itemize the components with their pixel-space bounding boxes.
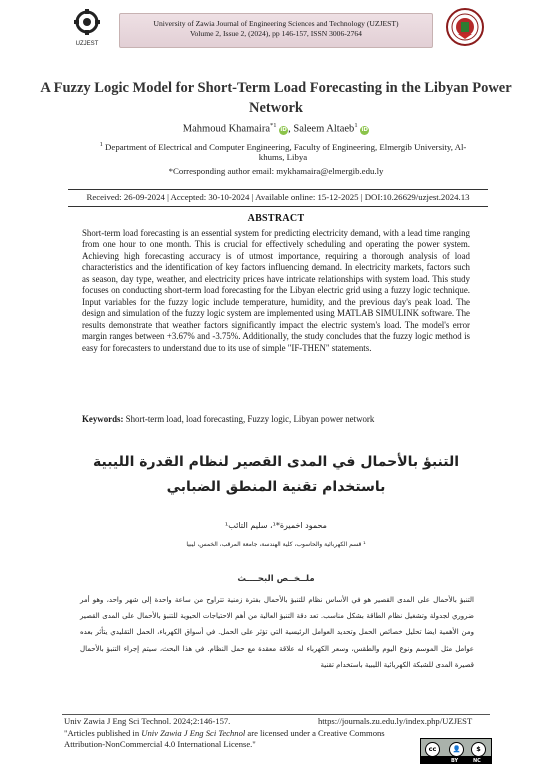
orcid-icon[interactable]: iD: [280, 126, 287, 133]
affiliation-text: Department of Electrical and Computer Engineering, Faculty of Engineering, Elmergib University, Al-khums, Libya: [102, 141, 467, 163]
arabic-affiliation: ¹ قسم الكهربائية والحاسوب، كلية الهندسة، جامعة المرقب، الخمس، ليبيا: [186, 541, 366, 548]
footer-divider: [62, 714, 490, 715]
arabic-title: التنبؤ بالأحمال في المدى القصير لنظام القدرة الليبية باستخدام تقنية المنطق الضبابي: [92, 454, 460, 495]
nc-icon: $: [471, 742, 486, 757]
author-mark: *1: [269, 122, 277, 129]
arabic-abstract-heading: ملــخــص البحــــث: [237, 574, 315, 584]
corresponding-author: *Corresponding author email: mykhamaira@elmergib.edu.ly: [168, 166, 384, 176]
footer-citation: Univ Zawia J Eng Sci Technol. 2024;2:146-157.: [64, 716, 231, 726]
journal-name: University of Zawia Journal of Engineering Sciences and Technology (UZJEST): [153, 19, 399, 28]
footer-url-link[interactable]: https://journals.zu.edu.ly/index.php/UZJEST: [318, 716, 473, 726]
keywords-text: Short-term load, load forecasting, Fuzzy logic, Libyan power network: [125, 414, 375, 424]
by-label: BY: [451, 758, 459, 764]
keywords-label: Keywords:: [82, 414, 126, 424]
affiliation-mark: 1: [99, 141, 103, 148]
license-text: [64, 728, 424, 749]
author-name: Mahmoud Khamaira: [182, 123, 270, 135]
by-icon: 👤: [449, 742, 464, 757]
author-line: [0, 122, 552, 135]
university-seal: [446, 8, 484, 46]
arabic-authors: محمود اخميرة*¹، سليم التائب¹: [225, 521, 327, 530]
cc-license-badge[interactable]: [420, 738, 492, 764]
license-suffix: are licensed under a Creative Commons Attribution-NonCommercial 4.0 International License.": [64, 728, 385, 749]
divider: [68, 189, 488, 190]
journal-info-box: [119, 13, 433, 48]
svg-text:UZJEST: UZJEST: [75, 41, 99, 47]
author-mark: 1: [354, 122, 358, 129]
publication-dates: Received: 26-09-2024 | Accepted: 30-10-2024 | Available online: 15-12-2025 | DOI:10.26629/uzjest.2024.13: [86, 192, 470, 202]
author-name: Saleem Altaeb: [293, 123, 355, 135]
journal-volume: Volume 2, Issue 2, (2024), pp 146-157, ISSN 3006-2764: [190, 29, 362, 38]
arabic-abstract-text: التنبؤ بالأحمال على المدى القصير هو في الأساس نظام للتنبؤ بالأحمال بفترة زمنية تتراوح من ساعة واحدة إلى شهر واحد، وهو أمر ضروري لجدولة وتشغيل نظام الطاقة بشكل مناسب. تعد دقة التنبؤ العالية من أهم الاحتياجات الحيوية للتنبؤ بالأحمال على المدى القصير ومن الأهمية ايضا تحليل خصائص الحمل وتحديد العوامل الرئيسية التي تؤثر على الحمل. في أسواق الكهرباء، الحمل التقليدي يتأثر بعده عوامل مثل الموسم ونوع اليوم والطقس، وسعر الكهرباء له علاقة معقدة مع حمل النظام. في هذا البحث، سيتم إجراء التنبؤ بالأحمال قصيرة المدى للشبكة الكهربائية الليبية باستخدام تقنية: [80, 596, 474, 669]
nc-label: NC: [473, 758, 481, 764]
license-prefix: "Articles published in: [64, 728, 142, 738]
divider: [68, 206, 488, 207]
orcid-icon[interactable]: iD: [361, 126, 368, 133]
paper-title: A Fuzzy Logic Model for Short-Term Load Forecasting in the Libyan Power Network: [40, 80, 512, 116]
abstract-heading: ABSTRACT: [247, 213, 305, 224]
cc-icon: cc: [425, 742, 440, 757]
abstract-text: Short-term load forecasting is an essential system for predicting electricity demand, with a lead time ranging from one hour to one month. This is crucial for effectively scheduling and operating the power system. Achieving high forecasting accuracy is of utmost importance, requiring a thorough analysis of load characteristics and the identification of key factors influencing demand. In electricity markets, factors such as season, day type, weather, and electricity prices have intricate relationships with system load. This study focuses on conducting short-term load forecasting for the Libyan electric grid using a fuzzy logic technique. Input variables for the fuzzy logic include temperature, humidity, and the previous day's peak load. The design and simulation of the fuzzy logic system are implemented using MATLAB SIMULINK software. The results demonstrate that weather factors significantly impact the electric system's load. The model's error margin ranges between +3.67% and -3.75%. Additionally, the study concludes that the fuzzy logic method is easy for forecasters to understand due to its use of simple "IF-THEN" statements.: [82, 228, 470, 353]
author-separator: ,: [288, 123, 294, 135]
affiliation: [88, 140, 478, 163]
license-journal: Univ Zawia J Eng Sci Technol: [141, 728, 246, 738]
keywords: [82, 414, 482, 424]
journal-logo: [70, 8, 104, 48]
